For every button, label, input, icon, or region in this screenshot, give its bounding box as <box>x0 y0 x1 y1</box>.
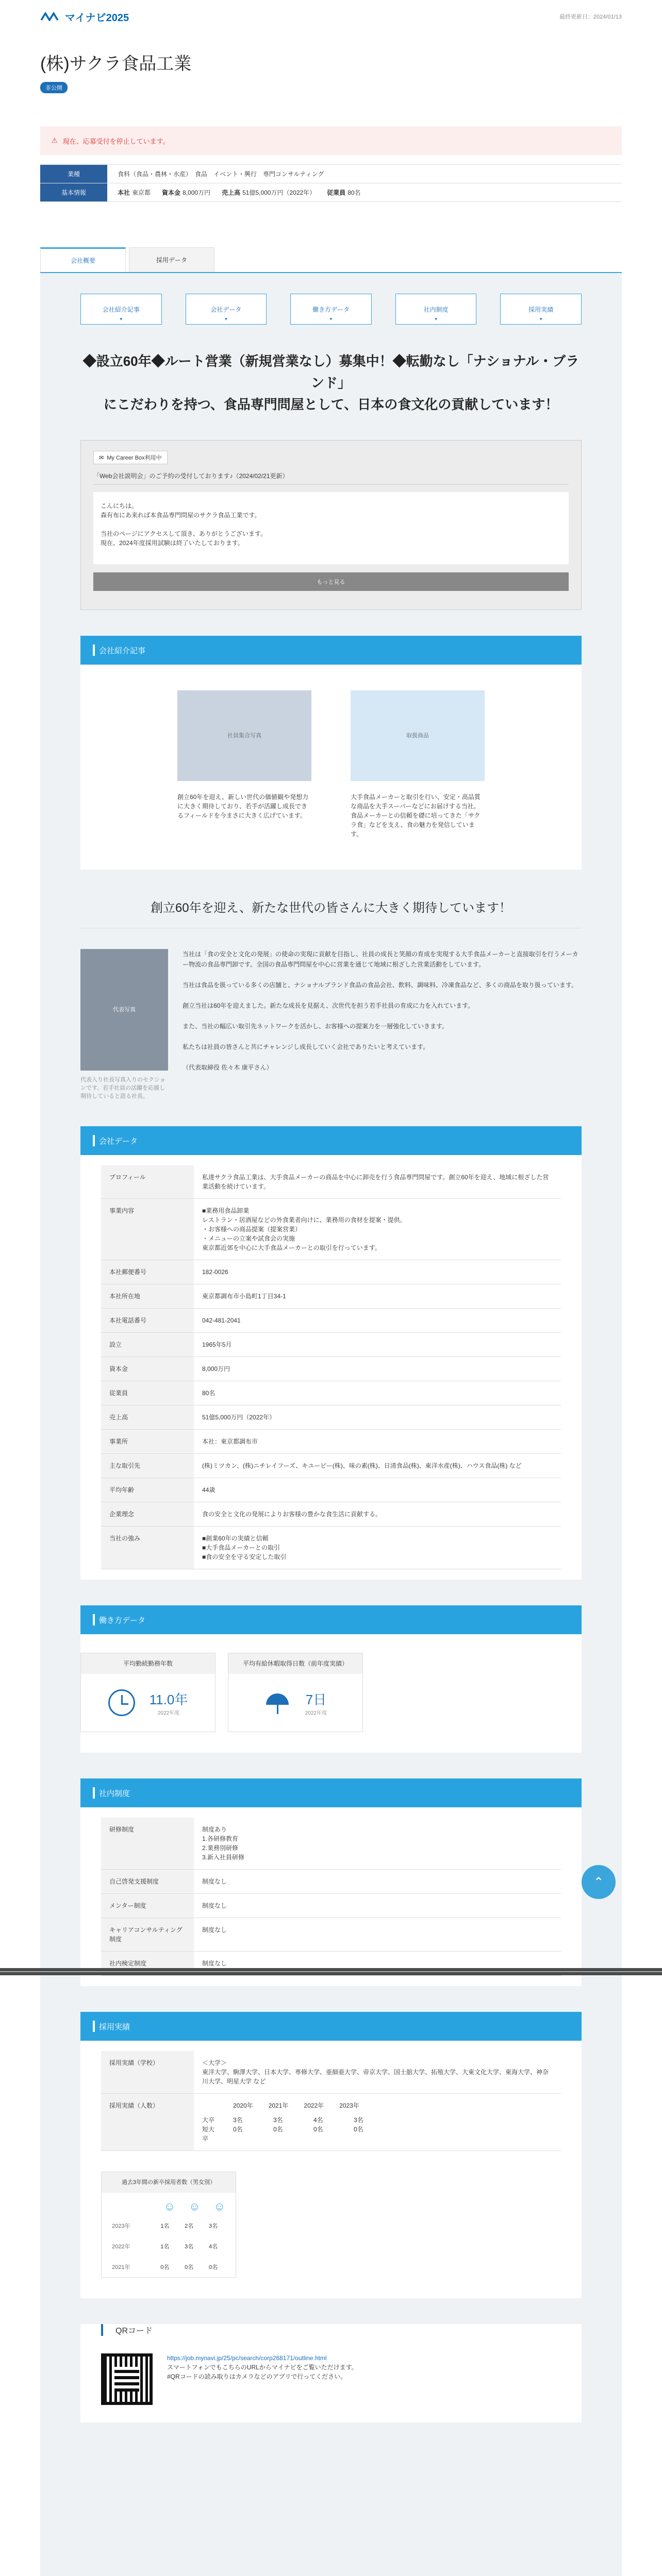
work-card-holidays <box>228 1653 363 1732</box>
work-card-value: 7日 <box>305 1692 327 1707</box>
row-value: 8,000万円 <box>194 1357 561 1381</box>
career-box-tag <box>93 451 168 464</box>
gender-icons <box>102 2193 236 2215</box>
system-table <box>101 1818 561 1976</box>
qr-url[interactable]: https://job.mynavi.jp/25/pc/search/corp268171/outline.html <box>167 2354 327 2362</box>
male-icon: ☺ <box>163 2200 176 2213</box>
record-cell: 0名 <box>273 2126 283 2133</box>
table-row <box>101 1284 561 1309</box>
work-card-year: 2022年度 <box>157 1710 180 1716</box>
record-cell: 3名 <box>273 2116 283 2124</box>
mail-icon: ✉ <box>99 454 104 461</box>
row-label: 研修制度 <box>101 1818 194 1870</box>
row-value: 制度なし <box>194 1894 561 1918</box>
qr-block <box>80 2336 582 2422</box>
table-row <box>101 1454 561 1478</box>
row-label: 社内検定制度 <box>101 1952 194 1976</box>
row-value: 制度なし <box>194 1952 561 1976</box>
article-list <box>80 665 582 870</box>
record-cell: 4名 <box>313 2116 323 2124</box>
greeting-signature: （代表取締役 佐々木 康平さん） <box>183 1064 273 1071</box>
record-cell: 3名 <box>354 2116 363 2124</box>
row-label: 事業内容 <box>101 1199 194 1260</box>
row-label: 本社電話番号 <box>101 1309 194 1333</box>
row-label: 当社の強み <box>101 1527 194 1569</box>
section-record-title: 採用実績 <box>80 2012 582 2041</box>
section-company-data <box>80 1126 582 1580</box>
anchor-intro[interactable]: 会社紹介記事 ▾ <box>80 294 162 325</box>
sales-label: 売上高 <box>222 189 241 196</box>
article-text: 大手食品メーカーと取引を行い、安定・高品質な商品を大手スーパーなどにお届けする当社。食品メーカーとの信頼を礎に培ってきた「サクラ食」などを支え、食の魅力を発信しています。 <box>351 793 481 838</box>
gender-year: 2022年 <box>112 2244 130 2250</box>
message-body: こんにちは。 森有布にあ来れば本食品専門問屋のサクラ食品工業です。 当社のページにアクセスして頂き、ありがとうございます。 現在、2024年度採用試験は終了いたしております。 <box>93 492 569 564</box>
gender-cell: 3名 <box>185 2244 194 2250</box>
capital-label: 資本金 <box>162 189 181 196</box>
gender-row <box>102 2236 236 2257</box>
table-row <box>101 1357 561 1381</box>
row-value: 51億5,000万円（2022年） <box>194 1405 561 1430</box>
table-row <box>101 1527 561 1569</box>
gender-row <box>102 2215 236 2236</box>
table-row <box>101 1478 561 1502</box>
row-value: 042-481-2041 <box>194 1309 561 1333</box>
gender-cell: 4名 <box>209 2244 218 2250</box>
work-card-value: 11.0年 <box>149 1692 188 1707</box>
basic-info-label: 基本情報 <box>40 183 107 201</box>
record-count-label: 採用実績（人数） <box>101 2094 194 2151</box>
work-card-year: 2022年度 <box>305 1710 327 1716</box>
row-value: 制度なし <box>194 1918 561 1952</box>
section-intro <box>80 636 582 870</box>
industry-label: 業種 <box>40 165 107 183</box>
record-cell: 0名 <box>233 2126 243 2133</box>
anchor-system[interactable]: 社内制度 ▾ <box>395 294 477 325</box>
main-content <box>40 273 622 2576</box>
employees-label: 従業員 <box>327 189 346 196</box>
record-table <box>101 2051 561 2151</box>
row-value: (株)ミツカン、(株)ニチレイフーズ、キユーピー(株)、味の素(株)、日清食品(株)、東洋水産(株)、ハウス食品(株) など <box>194 1454 561 1478</box>
anchor-record[interactable]: 採用実績 ▾ <box>500 294 582 325</box>
row-label: キャリアコンサルティング制度 <box>101 1918 194 1952</box>
row-label: 従業員 <box>101 1381 194 1405</box>
row-value: ■創業60年の実績と信頼 ■大手食品メーカーとの取引 ■食の安全を守る安定した取引 <box>194 1527 561 1569</box>
page-tabs <box>40 247 622 273</box>
gender-card-title: 過去3年間の新卒採用者数（男女別） <box>102 2172 236 2193</box>
table-row <box>101 1430 561 1454</box>
record-year: 2020年 <box>233 2102 253 2109</box>
row-value: 44歳 <box>194 1478 561 1502</box>
tab-company-overview[interactable]: 会社概要 <box>40 247 126 272</box>
record-row-junior <box>202 2125 553 2143</box>
gender-year: 2021年 <box>112 2264 130 2270</box>
row-value: 80名 <box>194 1381 561 1405</box>
row-label: 本社所在地 <box>101 1284 194 1309</box>
update-date: 最終更新日：2024/01/13 <box>559 14 622 20</box>
info-row-industry <box>40 165 622 183</box>
tab-recruit-data[interactable]: 採用データ <box>129 247 214 272</box>
female-icon: ☺ <box>213 2200 225 2213</box>
record-cell: 3名 <box>233 2116 243 2124</box>
status-badge: 非公開 <box>40 82 68 93</box>
row-value: 食の安全と文化の発展によりお客様の豊かな食生活に貢献する。 <box>194 1502 561 1527</box>
article-card[interactable] <box>177 690 311 839</box>
gender-cell: 0名 <box>209 2264 218 2270</box>
section-qr <box>80 2324 582 2422</box>
row-value: 制度あり 1.各研修教育 2.業務別研修 3.新入社員研修 <box>194 1818 561 1870</box>
section-work-data <box>80 1605 582 1753</box>
table-row <box>101 1260 561 1284</box>
greeting-title: 創立60年を迎え、新たな世代の皆さんに大きく期待しています！ <box>80 890 582 928</box>
hq-value: 東京都 <box>132 189 151 196</box>
greeting-paragraph: 当社は食品を扱っている多くの店舗と、ナショナルブランド食品の食品会社、飲料、調味料、冷凍食品など、多くの商品を取り扱っています。 <box>183 981 577 989</box>
record-cell: 0名 <box>313 2126 323 2133</box>
application-closed-alert <box>40 126 622 155</box>
hq-label: 本社 <box>118 189 130 196</box>
message-title: 「Web会社説明会」のご予約の受付しております♪（2024/02/21更新） <box>93 471 569 485</box>
work-cards <box>80 1634 582 1753</box>
record-cell: 0名 <box>354 2126 363 2133</box>
greeting-paragraph: 私たちは社員の皆さんと共にチャレンジし成長していく会社でありたいと考えています。 <box>183 1043 429 1050</box>
record-years <box>202 2101 553 2110</box>
table-row <box>101 1918 561 1952</box>
table-row <box>101 1405 561 1430</box>
table-row <box>101 1894 561 1918</box>
table-row <box>101 1818 561 1870</box>
photo-caption: 代表入り社長写真入りのセクションです。若手社員の活躍を応援し期待していると語る社長。 <box>80 1077 166 1099</box>
anchor-work-data[interactable]: 働き方データ ▾ <box>290 294 372 325</box>
table-row <box>101 1870 561 1894</box>
row-label: 平均年齢 <box>101 1478 194 1502</box>
greeting-paragraph: 創立当社は60年を迎えました。新たな成長を見据え、次世代を担う若手社員の育成に力を入れています。 <box>183 1002 474 1009</box>
greeting-paragraph: また、当社の幅広い取引先ネットワークを活かし、お客様への提案力を一層強化していきます。 <box>183 1023 449 1030</box>
section-system <box>80 1778 582 1986</box>
anchor-nav <box>80 294 582 325</box>
clock-icon <box>108 1689 135 1716</box>
row-label: プロフィール <box>101 1165 194 1199</box>
row-label: 資本金 <box>101 1357 194 1381</box>
president-image: 代表写真 <box>80 949 168 1071</box>
work-card-title: 平均勤続勤務年数 <box>81 1653 215 1674</box>
alert-text: 現在、応募受付を停止しています。 <box>62 137 170 145</box>
scroll-to-top-button[interactable] <box>582 1865 616 1899</box>
gender-cell: 3名 <box>209 2223 218 2229</box>
record-year: 2023年 <box>339 2102 359 2109</box>
capital-value: 8,000万円 <box>183 189 211 196</box>
company-info-table <box>40 164 622 202</box>
section-system-title: 社内制度 <box>80 1778 582 1807</box>
row-value: 制度なし <box>194 1870 561 1894</box>
employees-value: 80名 <box>347 189 361 196</box>
table-row <box>101 2094 561 2151</box>
chevron-up-icon: ⌃ <box>593 1875 604 1889</box>
greeting-section <box>80 949 582 1100</box>
gender-cell: 0名 <box>160 2264 170 2270</box>
row-label: 売上高 <box>101 1405 194 1430</box>
table-row <box>101 1165 561 1199</box>
table-row <box>101 1199 561 1260</box>
total-icon: ☺ <box>189 2200 201 2213</box>
section-work-data-title: 働き方データ <box>80 1605 582 1634</box>
company-heading <box>0 33 662 93</box>
row-value: 東京都調布市小島町1丁目34-1 <box>194 1284 561 1309</box>
gender-cell: 0名 <box>185 2264 194 2270</box>
gender-cell: 2名 <box>185 2223 194 2229</box>
warning-icon: ⚠ <box>52 137 58 144</box>
record-year: 2021年 <box>268 2102 289 2109</box>
article-image: 取扱商品 <box>351 690 485 781</box>
record-row-univ <box>202 2115 553 2125</box>
logo-text: マイナビ2025 <box>65 12 129 24</box>
row-value: 本社：東京都調布市 <box>194 1430 561 1454</box>
gender-cell: 1名 <box>160 2244 170 2250</box>
row-label: 本社郵便番号 <box>101 1260 194 1284</box>
table-row <box>101 2051 561 2094</box>
table-row <box>101 1333 561 1357</box>
work-card-title: 平均有給休暇取得日数（前年度実績） <box>228 1653 362 1674</box>
row-label: 企業理念 <box>101 1502 194 1527</box>
row-label: 主な取引先 <box>101 1454 194 1478</box>
gender-cell: 1名 <box>160 2223 170 2229</box>
table-row <box>101 1309 561 1333</box>
greeting-text <box>183 949 582 1100</box>
record-row-label: 大卒 <box>202 2116 215 2124</box>
company-name: (株)サクラ食品工業 <box>40 54 192 74</box>
record-school-label: 採用実績（学校） <box>101 2051 194 2094</box>
mynavi-logo-icon <box>40 12 61 21</box>
sales-value: 51億5,000万円（2022年） <box>242 189 316 196</box>
section-record <box>80 2012 582 2298</box>
row-label: 設立 <box>101 1333 194 1357</box>
qr-code-image <box>101 2353 153 2405</box>
president-photo <box>80 949 168 1100</box>
article-card[interactable] <box>351 690 485 839</box>
row-value: 私達サクラ食品工業は、大手食品メーカーの商品を中心に卸売を行う食品専門問屋です。創立60年を迎え、地域に根ざした営業活動を続けています。 <box>194 1165 561 1199</box>
qr-title: QRコード <box>101 2324 582 2336</box>
row-value: 182-0026 <box>194 1260 561 1284</box>
qr-text: スマートフォンでもこちらのURLからマイナビをご覧いただけます。 #QRコードの読み取りはカメラなどのアプリで行ってください。 <box>167 2364 358 2380</box>
industry-value[interactable]: 食料（食品・農林・水産） 食品 イベント・興行 専門コンサルティング <box>118 171 324 178</box>
record-count-value <box>194 2094 561 2151</box>
show-more-button[interactable]: もっと見る <box>93 572 569 591</box>
record-row-label: 短大卒 <box>202 2126 215 2142</box>
catch-copy: ◆設立60年◆ルート営業（新規営業なし）募集中！◆転勤なし「ナショナル・ブランド」 にこだわりを持つ、食品専門問屋として、日本の食文化の貢献しています！ <box>82 353 580 412</box>
tag-text: My Career Box利用中 <box>107 455 162 461</box>
row-value: 1965年5月 <box>194 1333 561 1357</box>
row-label: 自己啓発支援制度 <box>101 1870 194 1894</box>
table-row <box>101 1502 561 1527</box>
anchor-company-data[interactable]: 会社データ ▾ <box>186 294 267 325</box>
section-intro-title: 会社紹介記事 <box>80 636 582 665</box>
basic-info-values <box>107 188 371 197</box>
article-image: 社員集合写真 <box>177 690 311 781</box>
table-row <box>101 1381 561 1405</box>
scroll-separator <box>0 1968 662 1975</box>
record-year: 2022年 <box>304 2102 324 2109</box>
greeting-paragraph: 当社は「食の安全と文化の発展」の使命の実現に貢献を目指し、社員の成長と笑顔の育成を実現する大手食品メーカーと直接取引を行うメーカー物流の食品専門卸です。全国の食品専門問屋を中心に営業を通じて地域に根ざした営業活動をしています。 <box>183 951 578 968</box>
umbrella-icon <box>264 1689 291 1716</box>
section-company-data-title: 会社データ <box>80 1126 582 1155</box>
site-header <box>0 0 662 33</box>
gender-year: 2023年 <box>112 2223 130 2229</box>
company-data-table <box>101 1165 561 1569</box>
row-label: メンター制度 <box>101 1894 194 1918</box>
gender-row <box>102 2257 236 2277</box>
row-label: 事業所 <box>101 1430 194 1454</box>
mynavi-logo[interactable] <box>40 9 129 24</box>
article-text: 創立60年を迎え、新しい世代の価値観や発想力に大きく期待しており、若手が活躍し成長できるフィールドを今まさに大きく広げています。 <box>177 793 309 819</box>
info-row-basic <box>40 183 622 202</box>
record-school-value: ＜大学＞ 東洋大学、駒澤大学、日本大学、専修大学、亜細亜大学、帝京大学、国士舘大学、拓殖大学、大東文化大学、東海大学、神奈川大学、明星大学 など <box>194 2051 561 2094</box>
gender-record-card <box>101 2172 236 2278</box>
row-value: ■業務用食品卸業 レストラン・居酒屋などの外食業者向けに、業務用の食材を提案・提供。 ・お客様への商品提案（提案営業） ・メニューの立案や試食会の実施 東京都近郊を中心に大手食品メーカーとの取引を行っています。 <box>194 1199 561 1260</box>
work-card-tenure <box>80 1653 216 1732</box>
message-box <box>80 440 582 610</box>
